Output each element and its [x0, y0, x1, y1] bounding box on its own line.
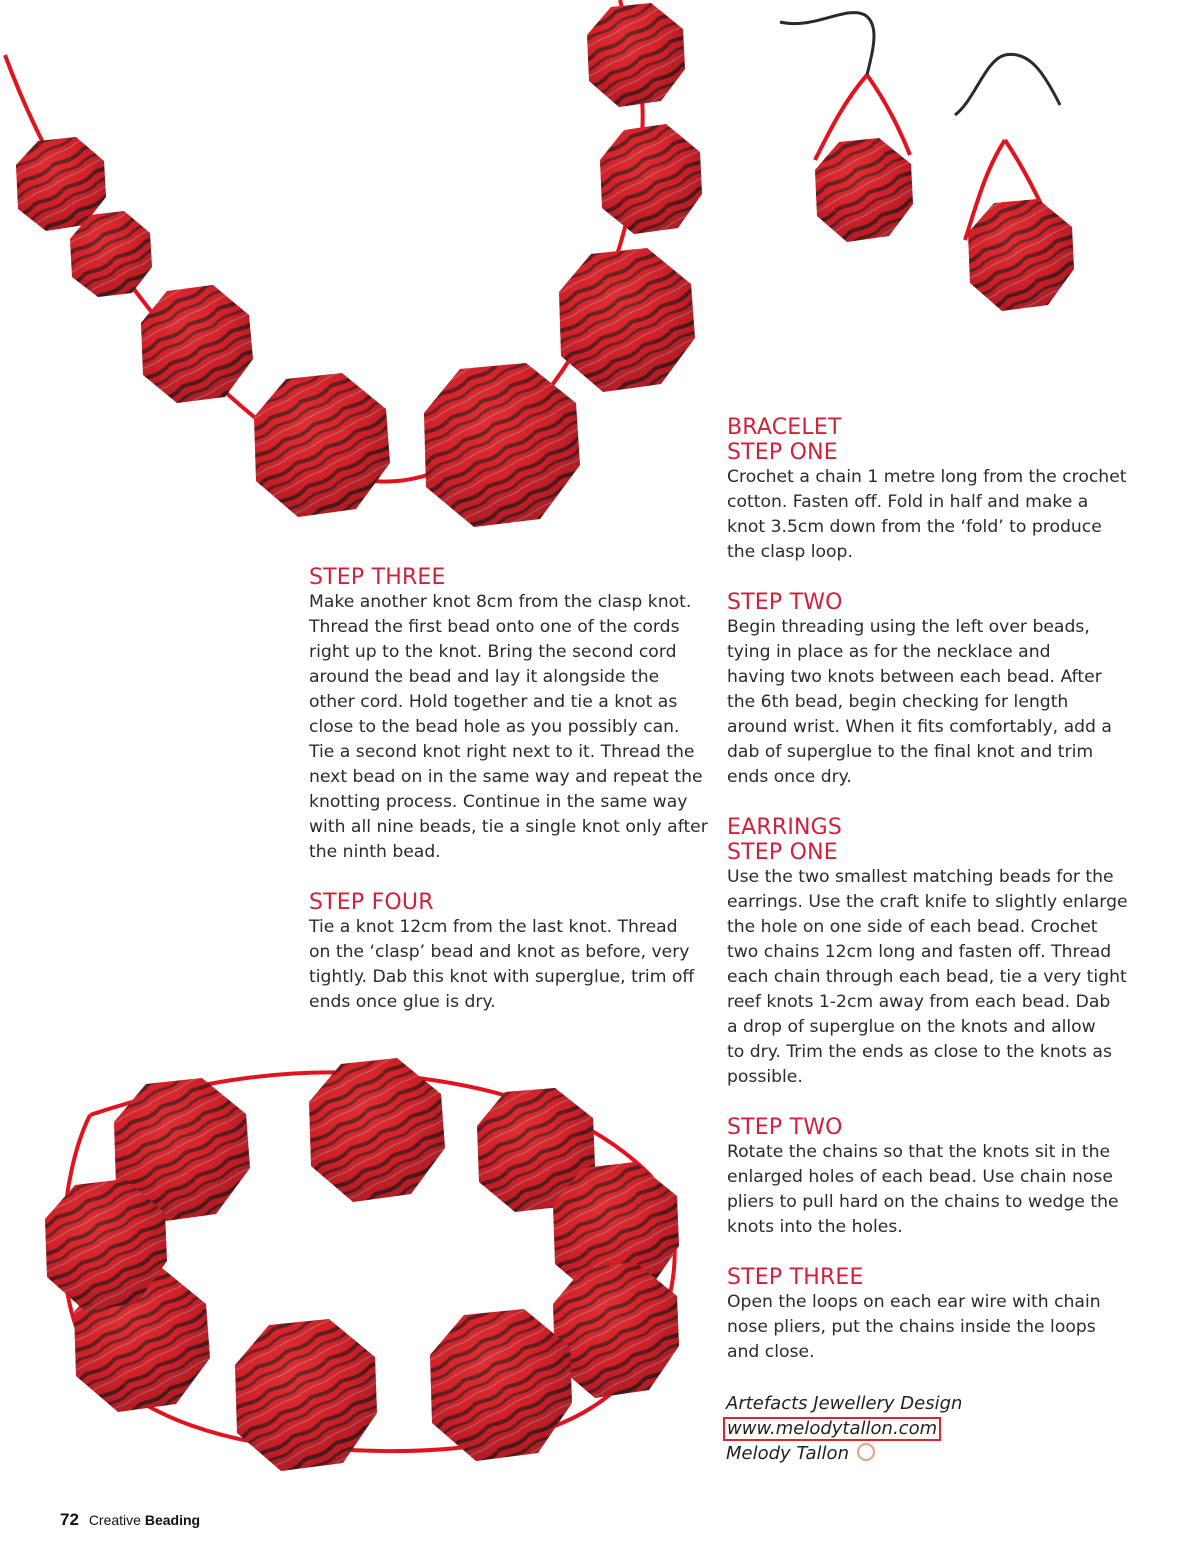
necklace-bead	[424, 363, 580, 527]
credits-block	[726, 1391, 962, 1466]
text-line: two chains 12cm long and fasten off. Thread	[727, 942, 1112, 962]
necklace-step-three	[309, 565, 709, 865]
text-line: around wrist. When it fits comfortably, add a	[727, 717, 1112, 737]
text-line: each chain through each bead, tie a very tight	[727, 967, 1127, 987]
necklace-step-four	[309, 890, 709, 1015]
bracelet-bead	[553, 1262, 679, 1398]
instruction-text	[727, 1140, 1147, 1240]
earrings-step-three	[727, 1265, 1147, 1365]
text-line: the 6th bead, begin checking for length	[727, 692, 1069, 712]
instruction-text	[727, 865, 1147, 1090]
text-line: knot 3.5cm down from the ‘fold’ to produce	[727, 517, 1102, 537]
text-line: cotton. Fasten off. Fold in half and make a	[727, 492, 1089, 512]
text-line: Crochet a chain 1 metre long from the crochet	[727, 467, 1127, 487]
text-line: Open the loops on each ear wire with chain	[727, 1292, 1101, 1312]
text-line: reef knots 1-2cm away from each bead. Dab	[727, 992, 1111, 1012]
instruction-text	[309, 915, 709, 1015]
section-heading	[727, 815, 1147, 865]
text-line: knotting process. Continue in the same way	[309, 792, 688, 812]
bracelet-step-two	[727, 590, 1147, 790]
text-line: ends once glue is dry.	[309, 992, 496, 1012]
heading-line: STEP TWO	[727, 590, 843, 615]
text-line: on the ‘clasp’ bead and knot as before, very	[309, 942, 690, 962]
heading-line: EARRINGS	[727, 815, 843, 840]
heading-line: STEP ONE	[727, 840, 838, 865]
bracelet-step-one	[727, 415, 1147, 565]
page-footer	[60, 1510, 200, 1530]
text-line: Tie a knot 12cm from the last knot. Thread	[309, 917, 678, 937]
necklace-bead	[254, 373, 390, 517]
text-line: possible.	[727, 1067, 803, 1087]
necklace-photo	[0, 0, 720, 530]
instruction-text	[727, 465, 1147, 565]
text-line: and close.	[727, 1342, 815, 1362]
earrings-photo	[775, 0, 1115, 320]
section-heading	[727, 1115, 1147, 1140]
text-line: Make another knot 8cm from the clasp knot.	[309, 592, 692, 612]
magazine-name-prefix: Creative	[88, 1512, 141, 1528]
section-heading	[727, 415, 1147, 465]
text-line: tying in place as for the necklace and	[727, 642, 1051, 662]
section-heading	[727, 590, 1147, 615]
earring-bead-left	[815, 138, 913, 242]
text-line: earrings. Use the craft knife to slightly enlarge	[727, 892, 1128, 912]
right-text-column	[727, 415, 1147, 1390]
text-line: ends once dry.	[727, 767, 852, 787]
necklace-bead	[600, 124, 702, 234]
text-line: Thread the first bead onto one of the cords	[309, 617, 680, 637]
text-line: having two knots between each bead. After	[727, 667, 1102, 687]
necklace-bead	[141, 285, 253, 403]
text-line: dab of superglue to the final knot and trim	[727, 742, 1094, 762]
section-heading	[727, 1265, 1147, 1290]
website-link[interactable]: www.melodytallon.com	[723, 1417, 941, 1441]
page-number: 72	[60, 1510, 79, 1529]
company-name: Artefacts Jewellery Design	[726, 1393, 963, 1414]
instruction-text	[727, 615, 1147, 790]
heading-line: STEP ONE	[727, 440, 838, 465]
text-line: Begin threading using the left over beads,	[727, 617, 1090, 637]
text-line: enlarged holes of each bead. Use chain nose	[727, 1167, 1113, 1187]
text-line: the ninth bead.	[309, 842, 441, 862]
designer-name: Melody Tallon	[726, 1443, 849, 1464]
ear-wire-right	[955, 54, 1060, 115]
text-line: close to the bead hole as you possibly can.	[309, 717, 680, 737]
text-line: tightly. Dab this knot with superglue, trim off	[309, 967, 695, 987]
left-text-column	[309, 565, 709, 1040]
text-line: right up to the knot. Bring the second cord	[309, 642, 677, 662]
text-line: other cord. Hold together and tie a knot as	[309, 692, 678, 712]
text-line: knots into the holes.	[727, 1217, 903, 1237]
section-heading: STEP THREE	[309, 565, 446, 590]
earrings-step-one	[727, 815, 1147, 1090]
text-line: nose pliers, put the chains inside the loops	[727, 1317, 1096, 1337]
bracelet-bead	[235, 1319, 377, 1471]
heading-line: STEP THREE	[727, 1265, 864, 1290]
text-line: around the bead and lay it alongside the	[309, 667, 660, 687]
instruction-text	[309, 590, 709, 865]
section-heading: STEP FOUR	[309, 890, 434, 915]
bracelet-photo	[30, 1055, 710, 1505]
instruction-text	[727, 1290, 1147, 1365]
heading-line: STEP TWO	[727, 1115, 843, 1140]
necklace-bead	[587, 3, 685, 107]
heading-line: BRACELET	[727, 415, 842, 440]
text-line: the hole on one side of each bead. Crochet	[727, 917, 1098, 937]
earring-bead-right	[968, 199, 1074, 311]
text-line: to dry. Trim the ends as close to the knots as	[727, 1042, 1112, 1062]
text-line: Use the two smallest matching beads for the	[727, 867, 1114, 887]
magazine-name-bold: Beading	[144, 1512, 201, 1528]
text-line: the clasp loop.	[727, 542, 853, 562]
bracelet-bead	[430, 1309, 572, 1461]
text-line: with all nine beads, tie a single knot only after	[309, 817, 708, 837]
text-line: Rotate the chains so that the knots sit in the	[727, 1142, 1111, 1162]
text-line: next bead on in the same way and repeat the	[309, 767, 703, 787]
necklace-bead	[559, 248, 695, 392]
earrings-step-two	[727, 1115, 1147, 1240]
ear-wire-left	[780, 13, 874, 75]
text-line: a drop of superglue on the knots and allow	[727, 1017, 1096, 1037]
text-line: pliers to pull hard on the chains to wedge the	[727, 1192, 1119, 1212]
circle-logo-icon	[857, 1443, 875, 1461]
text-line: Tie a second knot right next to it. Thread the	[309, 742, 695, 762]
